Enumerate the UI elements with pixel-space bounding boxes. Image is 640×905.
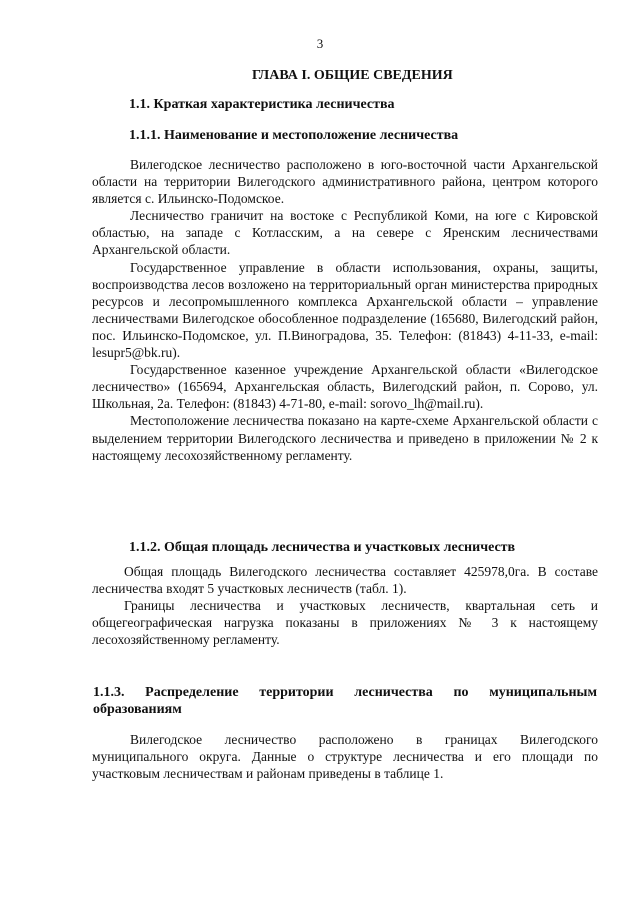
paragraph: Общая площадь Вилегодского лесничества составляет 425978,0га. В составе лесничества входят 5 участковых лесничеств (табл. 1). <box>92 564 598 597</box>
section-1-1-1-body <box>92 156 598 464</box>
section-1-1-2-body <box>92 563 598 648</box>
paragraph: Местоположение лесничества показано на карте-схеме Архангельской области с выделением территории Вилегодского лесничества и приведено в приложении № 2 к настоящему лесохозяйственному регламенту. <box>92 413 598 463</box>
chapter-title: ГЛАВА I. ОБЩИЕ СВЕДЕНИЯ <box>252 68 453 83</box>
section-heading-1-1-3: 1.1.3. Распределение территории лесничества по муниципальным образованиям <box>93 685 597 717</box>
section-heading-1-1-2: 1.1.2. Общая площадь лесничества и участковых лесничеств <box>129 540 516 555</box>
paragraph: Лесничество граничит на востоке с Республикой Коми, на юге с Кировской областью, на западе с Котласским, а на севере с Яренским лесничествами Архангельской области. <box>92 208 598 258</box>
paragraph: Вилегодское лесничество расположено в границах Вилегодского муниципального округа. Данные о структуре лесничества и его площади по участковым лесничествам и районам приведены в таблице 1. <box>92 732 598 782</box>
section-heading-1-1-1: 1.1.1. Наименование и местоположение лесничества <box>129 128 459 143</box>
paragraph: Вилегодское лесничество расположено в юго-восточной части Архангельской области на территории Вилегодского административного района, центром которого является с. Ильинско-Подомское. <box>92 157 598 207</box>
section-1-1-3-body <box>92 731 598 782</box>
paragraph: Государственное управление в области использования, охраны, защиты, воспроизводства лесов возложено на территориальный орган министерства природных ресурсов и лесопромышленного комплекса Архангельской области – управление лесничествами Вилегодское обособленное подразделение (165680, Вилегодский район, пос. Ильинско-Подомское, ул. П.Виноградова, 35. Телефон: (81843) 4-11-33, e-mail: lesupr5@bk.ru). <box>92 259 598 361</box>
section-heading-1-1: 1.1. Краткая характеристика лесничества <box>129 97 395 112</box>
page-number: 3 <box>316 36 324 51</box>
paragraph: Границы лесничества и участковых лесничеств, квартальная сеть и общегеографическая нагрузка показаны в приложениях № 3 к настоящему лесохозяйственному регламенту. <box>92 598 598 648</box>
paragraph: Государственное казенное учреждение Архангельской области «Вилегодское лесничество» (165694, Архангельская область, Вилегодский район, п. Сорово, ул. Школьная, 2а. Телефон: (81843) 4-71-80, e-mail: sorovo_lh@mail.ru). <box>92 362 598 412</box>
